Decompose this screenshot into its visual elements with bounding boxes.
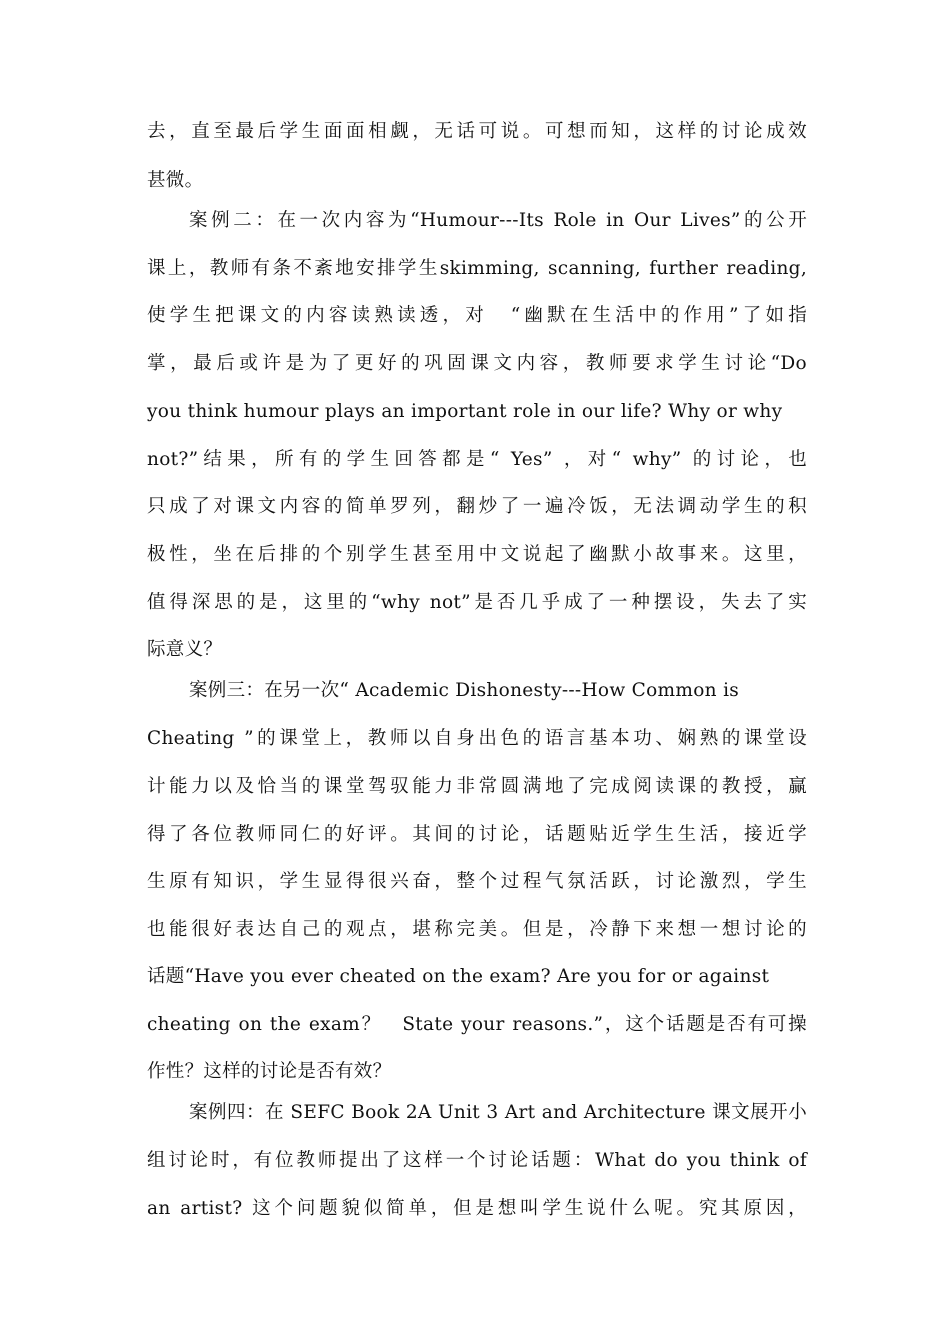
case-four-first-line: 案例四：在 SEFC Book 2A Unit 3 Art and Architecture 课文展开小 xyxy=(189,1102,807,1123)
text-line: 生原有知识，学生显得很兴奋，整个过程气氛活跃，讨论激烈，学生 xyxy=(147,871,807,892)
text-line: 只成了对课文内容的简单罗列，翻炒了一遍冷饭，无法调动学生的积 xyxy=(147,496,807,517)
text-line: an artist? 这个问题貌似简单，但是想叫学生说什么呢。究其原因， xyxy=(147,1198,807,1219)
text-line: 去，直至最后学生面面相觑，无话可说。可想而知，这样的讨论成效 xyxy=(147,121,807,142)
case-two-first-line: 案例二：在一次内容为“Humour---Its Role in Our Lives”的公开 xyxy=(189,210,807,231)
text-line: 话题“Have you ever cheated on the exam? Are you for or against xyxy=(147,966,770,987)
text-line: 掌，最后或许是为了更好的巩固课文内容，教师要求学生讨论“Do xyxy=(147,353,807,374)
text-line: 作性？这样的讨论是否有效？ xyxy=(147,1061,392,1082)
text-line: 计能力以及恰当的课堂驾驭能力非常圆满地了完成阅读课的教授，赢 xyxy=(147,776,807,797)
text-line: 也能很好表达自己的观点，堪称完美。但是，冷静下来想一想讨论的 xyxy=(147,919,807,940)
case-three-first-line: 案例三：在另一次“ Academic Dishonesty---How Common is xyxy=(189,680,740,701)
text-line: you think humour plays an important role in our life? Why or why xyxy=(147,401,783,422)
text-line: 使学生把课文的内容读熟读透，对 “幽默在生活中的作用”了如指 xyxy=(147,305,807,326)
text-line: 甚微。 xyxy=(147,170,204,191)
text-line: 极性，坐在后排的个别学生甚至用中文说起了幽默小故事来。这里， xyxy=(147,544,807,565)
text-line: not?”结果，所有的学生回答都是“ Yes” ，对“ why” 的讨论，也 xyxy=(147,449,807,470)
text-line: cheating on the exam？ State your reasons.”，这个话题是否有可操 xyxy=(147,1014,807,1035)
text-line: 课上，教师有条不紊地安排学生skimming, scanning, further reading, xyxy=(147,258,807,279)
text-line: 组讨论时，有位教师提出了这样一个讨论话题：What do you think of xyxy=(147,1150,807,1171)
text-line: Cheating ”的课堂上，教师以自身出色的语言基本功、娴熟的课堂设 xyxy=(147,728,807,749)
text-line: 得了各位教师同仁的好评。其间的讨论，话题贴近学生生活，接近学 xyxy=(147,824,807,845)
text-line: 值得深思的是，这里的“why not”是否几乎成了一种摆设，失去了实 xyxy=(147,592,807,613)
text-line: 际意义？ xyxy=(147,639,223,660)
